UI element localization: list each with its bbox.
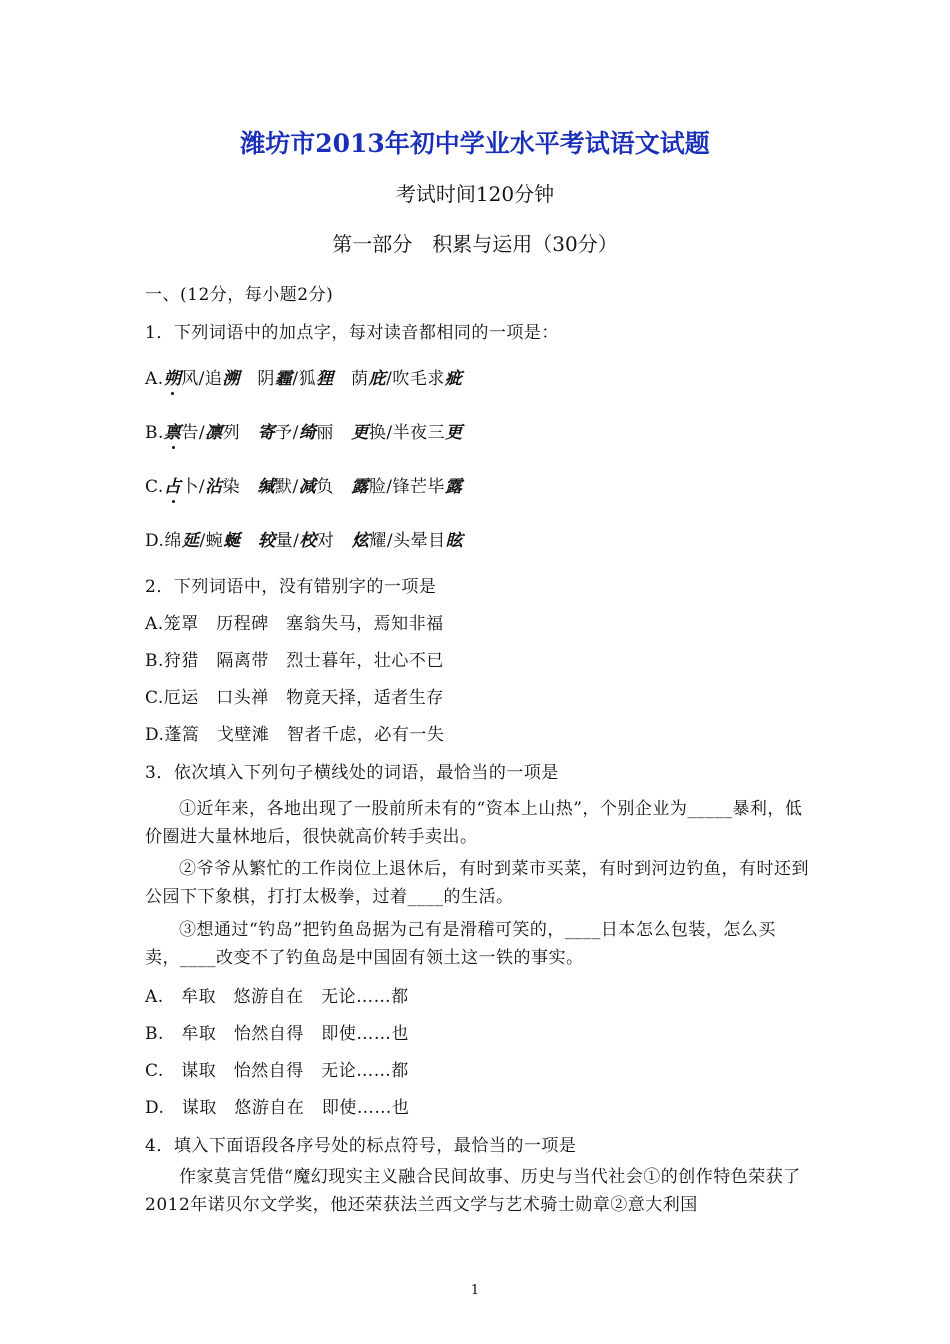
emphasized-char: 更 bbox=[445, 423, 463, 443]
emphasized-char: 缄 bbox=[257, 477, 276, 497]
option-text: 脸/锋芒毕 bbox=[368, 477, 446, 497]
option-text: 列 bbox=[222, 423, 258, 443]
option-text: 默/ bbox=[275, 477, 299, 497]
dotted-char: 占 bbox=[163, 477, 182, 497]
option-text: 耀/头晕目 bbox=[369, 531, 446, 551]
option-text: 卜/ bbox=[181, 477, 206, 497]
page-number: 1 bbox=[470, 1283, 480, 1298]
option-prefix: A. bbox=[145, 369, 164, 389]
option-prefix: D.绵 bbox=[145, 531, 182, 551]
emphasized-char: 炫 bbox=[351, 531, 370, 551]
emphasized-char: 蜒 bbox=[223, 531, 241, 551]
dotted-char: 禀 bbox=[163, 423, 182, 443]
option-text: 阴 bbox=[239, 369, 275, 389]
option-text: 染 bbox=[222, 477, 258, 497]
emphasized-char: 露 bbox=[445, 477, 463, 497]
q3-option-b: B. 牟取 怡然自得 即使……也 bbox=[145, 1024, 409, 1044]
option-text: 荫 bbox=[333, 369, 369, 389]
emphasized-char: 眩 bbox=[445, 531, 464, 551]
q3-option-c: C. 谋取 怡然自得 无论……都 bbox=[145, 1061, 409, 1081]
q4-passage: 作家莫言凭借“魔幻现实主义融合民间故事、历史与当代社会①的创作特色荣获了2012年诺贝尔文学奖，他还荣获法兰西文学与艺术骑士勋章②意大利国 bbox=[145, 1167, 801, 1215]
emphasized-char: 较 bbox=[258, 531, 276, 551]
option-text bbox=[241, 531, 259, 551]
option-text: /狐 bbox=[292, 369, 317, 389]
option-text: 风/追 bbox=[181, 369, 223, 389]
emphasized-char: 凛 bbox=[205, 423, 223, 443]
q2-option-b: B.狩猎 隔离带 烈士暮年，壮心不已 bbox=[145, 651, 444, 671]
option-text: 换/半夜三 bbox=[368, 423, 446, 443]
part-title: 第一部分 积累与运用（30分） bbox=[332, 232, 618, 256]
dotted-char: 朔 bbox=[163, 369, 182, 389]
emphasized-char: 溯 bbox=[222, 369, 240, 389]
option-prefix: C. bbox=[145, 477, 164, 497]
question-1-stem: 1．下列词语中的加点字，每对读音都相同的一项是： bbox=[145, 323, 559, 343]
q1-option-d bbox=[145, 526, 463, 551]
emphasized-char: 疵 bbox=[444, 369, 463, 389]
emphasized-char: 狸 bbox=[316, 369, 334, 389]
emphasized-char: 庇 bbox=[368, 369, 387, 389]
emphasized-char: 沾 bbox=[205, 477, 223, 497]
exam-time: 考试时间120分钟 bbox=[395, 182, 555, 206]
emphasized-char: 更 bbox=[351, 423, 369, 443]
emphasized-char: 校 bbox=[299, 531, 317, 551]
q3-sentence-2: ②爷爷从繁忙的工作岗位上退休后，有时到菜市买菜，有时到河边钓鱼，有时还到公园下下象棋，打打太极拳，过着____的生活。 bbox=[145, 859, 809, 907]
q2-option-c: C.厄运 口头禅 物竟天择，适者生存 bbox=[145, 688, 444, 708]
emphasized-char: 露 bbox=[351, 477, 369, 497]
option-prefix: B. bbox=[145, 423, 164, 443]
option-text: /吹毛求 bbox=[386, 369, 445, 389]
q2-option-a: A.笼罩 历程碑 塞翁失马，焉知非福 bbox=[145, 614, 444, 634]
q3-option-d: D. 谋取 悠游自在 即使……也 bbox=[145, 1098, 410, 1118]
question-2-stem: 2．下列词语中，没有错别字的一项是 bbox=[145, 577, 437, 597]
emphasized-char: 绮 bbox=[298, 423, 317, 443]
q3-sentence-1: ①近年来，各地出现了一股前所未有的“资本上山热”，个别企业为_____暴利，低价圈进大量林地后，很快就高价转手卖出。 bbox=[145, 799, 803, 847]
option-text: 量/ bbox=[275, 531, 300, 551]
option-text: /蜿 bbox=[199, 531, 224, 551]
question-4-stem: 4．填入下面语段各序号处的标点符号，最恰当的一项是 bbox=[145, 1136, 577, 1156]
option-text: 告/ bbox=[181, 423, 206, 443]
option-text: 予/ bbox=[275, 423, 299, 443]
emphasized-char: 减 bbox=[298, 477, 317, 497]
option-text: 丽 bbox=[316, 423, 352, 443]
emphasized-char: 延 bbox=[181, 531, 200, 551]
option-text: 对 bbox=[316, 531, 352, 551]
emphasized-char: 寄 bbox=[257, 423, 276, 443]
q3-sentence-3: ③想通过“钓岛”把钓鱼岛据为己有是滑稽可笑的，____日本怎么包装，怎么买卖，____改变不了钓鱼岛是中国固有领土这一铁的事实。 bbox=[145, 920, 776, 968]
section-heading: 一、(12分，每小题2分) bbox=[145, 285, 334, 305]
option-text: 负 bbox=[316, 477, 352, 497]
question-3-stem: 3．依次填入下列句子横线处的词语，最恰当的一项是 bbox=[145, 763, 559, 783]
exam-title: 潍坊市2013年初中学业水平考试语文试题 bbox=[240, 129, 710, 158]
emphasized-char: 霾 bbox=[274, 369, 293, 389]
q2-option-d: D.蓬篙 戈壁滩 智者千虑，必有一失 bbox=[145, 725, 445, 745]
q1-option-c bbox=[145, 472, 463, 497]
q1-option-b bbox=[145, 418, 463, 443]
q1-option-a bbox=[145, 364, 462, 389]
q3-option-a: A. 牟取 悠游自在 无论……都 bbox=[145, 987, 409, 1007]
